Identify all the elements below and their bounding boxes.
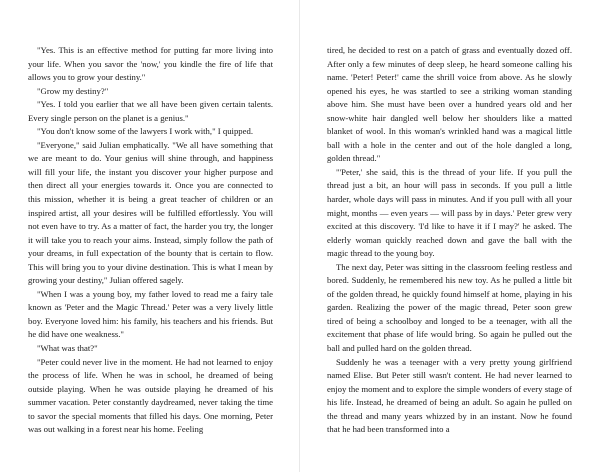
paragraph: "'Peter,' she said, this is the thread of your life. If you pull the thread just a bit, an hour will pass in seconds. If you pull a little harder, whole days will pass in minutes. And if you pull with all your might, months — even years — will pass by in days.' Peter grew very excited at this discovery. 'I'd like to have it if I may?' he asked. The elderly woman quickly reached down and gave the ball with the magic thread to the young boy. <box>327 166 572 259</box>
paragraph: "You don't know some of the lawyers I work with," I quipped. <box>37 126 254 137</box>
paragraph: "When I was a young boy, my father loved to read me a fairy tale known as 'Peter and the Magic Thread.' Peter was a very lively little boy. Everyone loved him: his family, his teachers and his friends. But he did have one weakness." <box>28 288 273 340</box>
page-gutter <box>299 0 300 472</box>
paragraph: The next day, Peter was sitting in the classroom feeling restless and bored. Suddenly, he remembered his new toy. As he pulled a little bit of the golden thread, he quickly found himself at home, playing in his garden. Realizing the power of the magic thread, Peter soon grew tired of being a schoolboy and longed to be a teenager, with all the excitement that phase of life would bring. So again he pulled out the ball and pulled hard on the golden thread. <box>327 261 572 354</box>
paragraph: "What was that?" <box>37 343 98 354</box>
paragraph: "Yes. This is an effective method for putting far more living into your life. When you savor the 'now,' you kindle the fire of life that allows you to grow your destiny." <box>28 45 273 83</box>
left-page <box>28 44 273 437</box>
paragraph: Suddenly he was a teenager with a very pretty young girlfriend named Elise. But Peter still wasn't content. He had never learned to enjoy the moment and to explore the simple wonders of every stage of his life. Instead, he dreamed of being an adult. So again he pulled on the thread and many years whizzed by in an instant. Now he found that he had been transformed into a <box>327 356 572 435</box>
right-page <box>327 44 572 437</box>
paragraph: tired, he decided to rest on a patch of grass and eventually dozed off. After only a few minutes of deep sleep, he heard someone calling his name. 'Peter! Peter!' came the shrill voice from above. As he slowly opened his eyes, he was startled to see a striking woman standing above him. She must have been over a hundred years old and her snow-white hair dangled well below her shoulders like a matted blanket of wool. In this woman's wrinkled hand was a magical little ball with a hole in the center and out of the hole dangled a long, golden thread." <box>327 45 572 164</box>
paragraph: "Yes. I told you earlier that we all have been given certain talents. Every single person on the planet is a genius." <box>28 99 273 123</box>
paragraph: "Everyone," said Julian emphatically. "We all have something that we are meant to do. Your genius will shine through, and happiness will fill your life, the instant you discover your higher purpose and then direct all your energies towards it. Once you are connected to this mission, whether it is being a great teacher of children or an inspired artist, all your desires will be fulfilled effortlessly. You will not even have to try. As a matter of fact, the harder you try, the longer it will take you to reach your aims. Instead, simply follow the path of your dreams, in full expectation of the bounty that is certain to flow. This will bring you to your divine destination. This is what I mean by growing your destiny," Julian offered sagely. <box>28 139 273 286</box>
paragraph: "Peter could never live in the moment. He had not learned to enjoy the process of life. When he was in school, he dreamed of being outside playing. When he was outside playing he dreamed of his summer vacation. Peter constantly daydreamed, never taking the time to savor the special moments that filled his days. One morning, Peter was out walking in a forest near his home. Feeling <box>28 356 273 435</box>
paragraph: "Grow my destiny?" <box>37 85 109 96</box>
